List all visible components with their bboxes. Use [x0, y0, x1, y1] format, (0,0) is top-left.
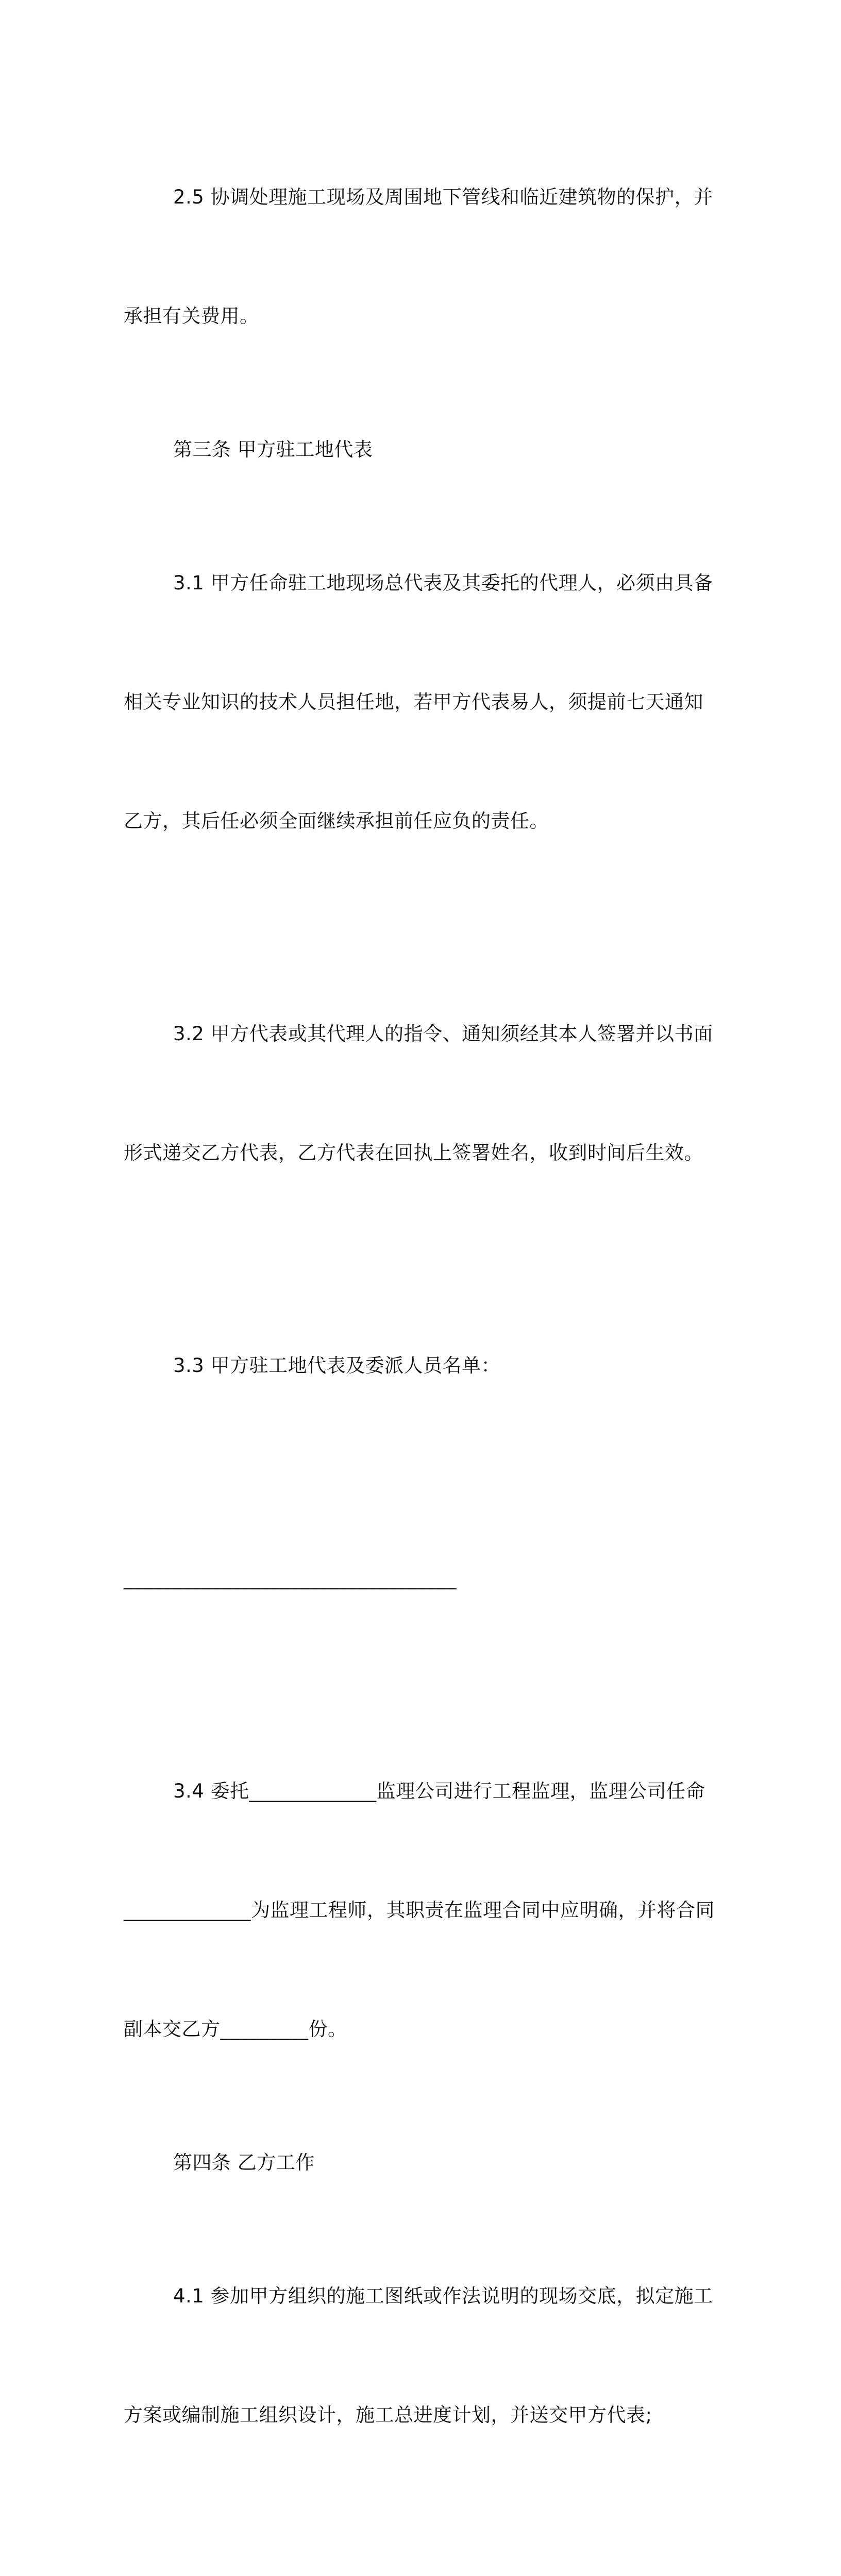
- article-3-heading: [124, 430, 716, 469]
- text-line: 乙方，其后任必须全面继续承担前任应负的责任。: [124, 810, 549, 832]
- clause-3-1: [124, 484, 716, 920]
- text-line: 方案或编制施工组织设计，施工总进度计划，并送交甲方代表;: [124, 2404, 652, 2426]
- heading-text: 第四条 乙方工作: [173, 2151, 315, 2174]
- text-line: 4.1 参加甲方组织的施工图纸或作法说明的现场交底，拟定施工: [173, 2285, 713, 2307]
- text-line: 承担有关费用。: [124, 305, 259, 327]
- document-body: [124, 98, 716, 2576]
- text-line: _____________为监理工程师，其职责在监理合同中应明确，并将合同: [124, 1899, 715, 1921]
- fill-in-blank-line: [124, 1479, 716, 1677]
- blank-underscore: __________________________________: [124, 1567, 457, 1589]
- clause-4-1: [124, 2197, 716, 2514]
- text-line: 副本交乙方_________份。: [124, 2018, 347, 2040]
- clause-2-5: [124, 98, 716, 415]
- text-line: 2.5 协调处理施工现场及周围地下管线和临近建筑物的保护，并: [173, 186, 713, 208]
- clause-3-4: [124, 1692, 716, 2128]
- text-line: 3.1 甲方任命驻工地现场总代表及其委托的代理人，必须由具备: [173, 572, 713, 594]
- text-line: 相关专业知识的技术人员担任地，若甲方代表易人，须提前七天通知: [124, 691, 703, 713]
- text-line: 形式递交乙方代表，乙方代表在回执上签署姓名，收到时间后生效。: [124, 1142, 703, 1164]
- article-4-heading: [124, 2143, 716, 2182]
- clause-4-2: [124, 2529, 716, 2576]
- text-line: 3.3 甲方驻工地代表及委派人员名单：: [173, 1354, 501, 1377]
- clause-3-3: [124, 1266, 716, 1465]
- heading-text: 第三条 甲方驻工地代表: [173, 438, 373, 461]
- text-line: 3.4 委托_____________监理公司进行工程监理，监理公司任命: [173, 1780, 705, 1802]
- text-line: 3.2 甲方代表或其代理人的指令、通知须经其本人签署并以书面: [173, 1023, 713, 1045]
- clause-3-2: [124, 935, 716, 1252]
